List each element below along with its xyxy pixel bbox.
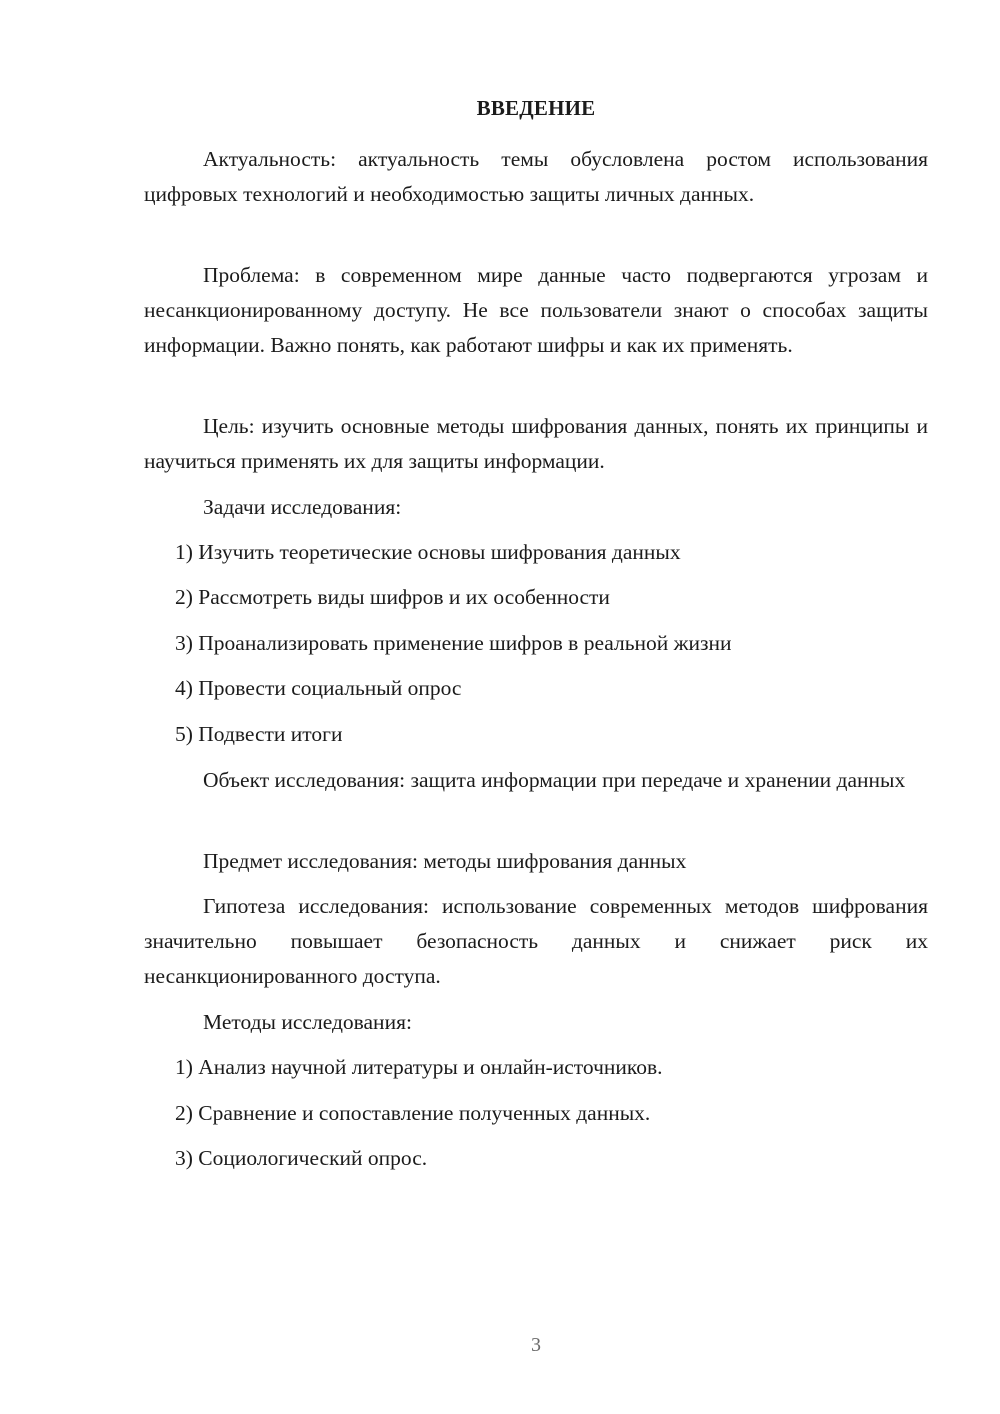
hypothesis-paragraph: Гипотеза исследования: использование современных методов шифрования значительно повышает безопасность данных и снижает риск их несанкционированного доступа. [144, 894, 928, 988]
task-item: 5) Подвести итоги [175, 722, 343, 746]
task-item: 2) Рассмотреть виды шифров и их особенности [175, 585, 610, 609]
task-item: 4) Провести социальный опрос [175, 676, 462, 700]
method-item: 3) Социологический опрос. [175, 1146, 428, 1170]
method-item: 1) Анализ научной литературы и онлайн-источников. [175, 1055, 663, 1079]
subject-paragraph: Предмет исследования: методы шифрования данных [203, 849, 687, 873]
tasks-heading: Задачи исследования: [203, 495, 402, 519]
methods-heading: Методы исследования: [203, 1010, 412, 1034]
relevance-paragraph: Актуальность: актуальность темы обусловлена ростом использования цифровых технологий и необходимостью защиты личных данных. [144, 147, 928, 206]
task-item: 3) Проанализировать применение шифров в реальной жизни [175, 631, 732, 655]
object-paragraph: Объект исследования: защита информации при передаче и хранении данных [203, 768, 906, 792]
section-title: ВВЕДЕНИЕ [476, 96, 596, 120]
method-item: 2) Сравнение и сопоставление полученных данных. [175, 1101, 651, 1125]
page-number: 3 [531, 1334, 541, 1356]
goal-paragraph: Цель: изучить основные методы шифрования данных, понять их принципы и научиться применять их для защиты информации. [144, 414, 928, 473]
task-item: 1) Изучить теоретические основы шифрования данных [175, 540, 681, 564]
problem-paragraph: Проблема: в современном мире данные часто подвергаются угрозам и несанкционированному доступу. Не все пользователи знают о способах защиты информации. Важно понять, как работают шифры и как их применять. [144, 263, 928, 357]
